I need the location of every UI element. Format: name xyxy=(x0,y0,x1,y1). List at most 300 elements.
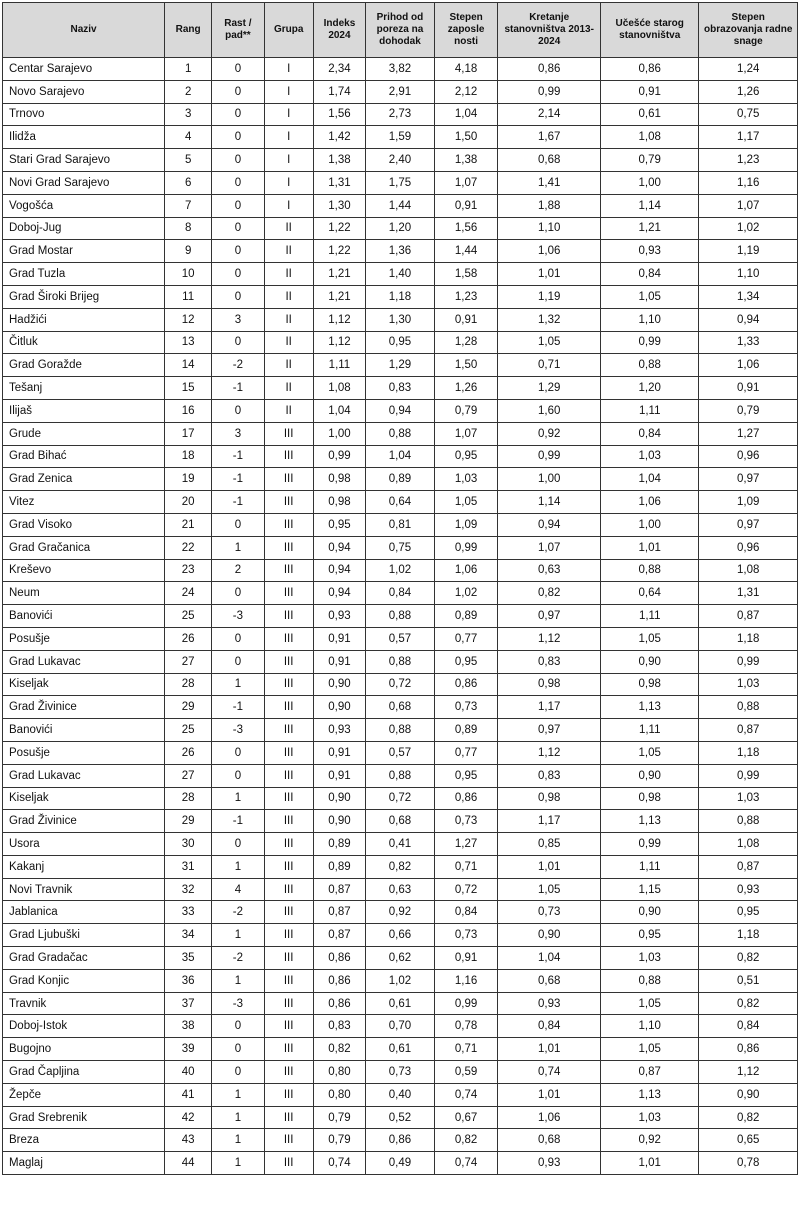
municipality-name-cell: Grude xyxy=(3,422,165,445)
table-cell: 1,05 xyxy=(434,491,498,514)
table-cell: III xyxy=(264,1061,313,1084)
table-cell: 2,73 xyxy=(366,103,435,126)
municipality-name-cell: Grad Široki Brijeg xyxy=(3,285,165,308)
table-cell: 0,84 xyxy=(600,263,698,286)
table-cell: -1 xyxy=(212,377,264,400)
table-cell: 1,10 xyxy=(600,1015,698,1038)
table-cell: 1,18 xyxy=(366,285,435,308)
table-cell: 20 xyxy=(165,491,212,514)
table-cell: 0,88 xyxy=(600,559,698,582)
table-cell: 1,05 xyxy=(498,878,601,901)
table-cell: II xyxy=(264,217,313,240)
table-cell: 0,82 xyxy=(313,1038,365,1061)
table-row xyxy=(3,1061,798,1084)
table-cell: 0,96 xyxy=(699,536,798,559)
table-cell: 0,87 xyxy=(699,855,798,878)
table-cell: III xyxy=(264,1152,313,1175)
table-cell: 29 xyxy=(165,810,212,833)
column-header: Indeks 2024 xyxy=(313,3,365,58)
table-cell: 1,12 xyxy=(498,627,601,650)
table-cell: 0,97 xyxy=(699,468,798,491)
table-cell: 2 xyxy=(212,559,264,582)
table-cell: 0,66 xyxy=(366,924,435,947)
table-row xyxy=(3,445,798,468)
table-cell: 4 xyxy=(212,878,264,901)
table-cell: 0,98 xyxy=(498,673,601,696)
table-cell: 1,13 xyxy=(600,810,698,833)
municipality-name-cell: Doboj-Jug xyxy=(3,217,165,240)
table-cell: 0,72 xyxy=(366,673,435,696)
table-cell: 0,88 xyxy=(600,354,698,377)
table-cell: 1,01 xyxy=(600,536,698,559)
table-cell: 0,98 xyxy=(600,787,698,810)
table-cell: -3 xyxy=(212,992,264,1015)
table-cell: 0,74 xyxy=(434,1083,498,1106)
table-row xyxy=(3,80,798,103)
table-cell: 0,82 xyxy=(366,855,435,878)
table-row xyxy=(3,627,798,650)
table-row xyxy=(3,217,798,240)
municipality-name-cell: Novi Travnik xyxy=(3,878,165,901)
table-cell: 0,94 xyxy=(313,536,365,559)
table-cell: 0,99 xyxy=(699,764,798,787)
table-cell: 0 xyxy=(212,1038,264,1061)
table-cell: 10 xyxy=(165,263,212,286)
table-cell: 0,68 xyxy=(498,149,601,172)
table-cell: 1,40 xyxy=(366,263,435,286)
table-cell: 0,89 xyxy=(434,719,498,742)
table-cell: 0 xyxy=(212,1061,264,1084)
table-cell: II xyxy=(264,285,313,308)
table-row xyxy=(3,1129,798,1152)
table-cell: 0,98 xyxy=(313,468,365,491)
table-cell: 1,09 xyxy=(434,513,498,536)
table-cell: -1 xyxy=(212,445,264,468)
municipality-name-cell: Grad Visoko xyxy=(3,513,165,536)
municipality-name-cell: Stari Grad Sarajevo xyxy=(3,149,165,172)
table-cell: 0 xyxy=(212,1015,264,1038)
table-cell: 0,86 xyxy=(434,673,498,696)
table-cell: 1,03 xyxy=(699,673,798,696)
table-cell: 0,74 xyxy=(313,1152,365,1175)
table-cell: 1,03 xyxy=(600,1106,698,1129)
table-cell: 1 xyxy=(212,673,264,696)
table-cell: 1,05 xyxy=(600,285,698,308)
table-cell: 0,74 xyxy=(498,1061,601,1084)
table-cell: 0,86 xyxy=(498,58,601,81)
table-cell: 1,03 xyxy=(434,468,498,491)
column-header: Naziv xyxy=(3,3,165,58)
table-cell: III xyxy=(264,1106,313,1129)
table-cell: 8 xyxy=(165,217,212,240)
table-row xyxy=(3,1083,798,1106)
table-cell: 16 xyxy=(165,399,212,422)
table-cell: 0,87 xyxy=(699,605,798,628)
table-cell: 0,68 xyxy=(366,696,435,719)
table-cell: 1,36 xyxy=(366,240,435,263)
table-cell: 0,86 xyxy=(313,947,365,970)
table-cell: 0,90 xyxy=(600,901,698,924)
table-cell: 0,99 xyxy=(434,536,498,559)
table-cell: 0,99 xyxy=(434,992,498,1015)
table-cell: 1,16 xyxy=(699,171,798,194)
table-row xyxy=(3,263,798,286)
table-cell: 0,97 xyxy=(699,513,798,536)
table-cell: 0 xyxy=(212,171,264,194)
table-cell: 31 xyxy=(165,855,212,878)
municipality-name-cell: Grad Ljubuški xyxy=(3,924,165,947)
table-cell: III xyxy=(264,969,313,992)
table-cell: 0,86 xyxy=(699,1038,798,1061)
table-cell: 1,08 xyxy=(600,126,698,149)
table-cell: III xyxy=(264,422,313,445)
table-cell: 1,01 xyxy=(498,1038,601,1061)
table-cell: 1,12 xyxy=(313,308,365,331)
table-cell: 27 xyxy=(165,650,212,673)
municipality-name-cell: Posušje xyxy=(3,741,165,764)
table-cell: 1 xyxy=(212,924,264,947)
table-cell: 0 xyxy=(212,741,264,764)
table-cell: 26 xyxy=(165,627,212,650)
table-cell: 1,11 xyxy=(600,605,698,628)
table-cell: 1,17 xyxy=(498,696,601,719)
table-cell: 0,75 xyxy=(366,536,435,559)
table-cell: 0 xyxy=(212,627,264,650)
table-cell: 3,82 xyxy=(366,58,435,81)
table-row xyxy=(3,969,798,992)
table-cell: 1,11 xyxy=(313,354,365,377)
table-cell: 1 xyxy=(212,1152,264,1175)
table-cell: III xyxy=(264,1083,313,1106)
table-cell: III xyxy=(264,878,313,901)
table-cell: 0,68 xyxy=(498,969,601,992)
table-cell: 0,91 xyxy=(434,194,498,217)
table-row xyxy=(3,331,798,354)
table-cell: 0,63 xyxy=(366,878,435,901)
table-cell: 0,73 xyxy=(498,901,601,924)
municipality-name-cell: Ilijaš xyxy=(3,399,165,422)
table-cell: 3 xyxy=(212,308,264,331)
table-cell: III xyxy=(264,559,313,582)
table-cell: 0,95 xyxy=(434,764,498,787)
table-cell: 0,97 xyxy=(498,719,601,742)
table-cell: 1,88 xyxy=(498,194,601,217)
table-cell: III xyxy=(264,901,313,924)
table-cell: 1,24 xyxy=(699,58,798,81)
table-cell: III xyxy=(264,696,313,719)
table-cell: 0,81 xyxy=(366,513,435,536)
ranking-table xyxy=(2,2,798,1175)
table-cell: 32 xyxy=(165,878,212,901)
table-cell: 0,49 xyxy=(366,1152,435,1175)
table-cell: 0,73 xyxy=(366,1061,435,1084)
table-cell: 0,73 xyxy=(434,696,498,719)
table-cell: 0,77 xyxy=(434,627,498,650)
table-cell: 0,91 xyxy=(313,741,365,764)
table-cell: 1,18 xyxy=(699,627,798,650)
table-cell: 19 xyxy=(165,468,212,491)
municipality-name-cell: Hadžići xyxy=(3,308,165,331)
table-cell: -3 xyxy=(212,719,264,742)
table-cell: 0,74 xyxy=(434,1152,498,1175)
table-cell: 0 xyxy=(212,582,264,605)
table-cell: 0,96 xyxy=(699,445,798,468)
table-cell: II xyxy=(264,377,313,400)
table-row xyxy=(3,741,798,764)
table-cell: 9 xyxy=(165,240,212,263)
municipality-name-cell: Posušje xyxy=(3,627,165,650)
table-cell: 0,90 xyxy=(600,764,698,787)
table-cell: 0,87 xyxy=(313,924,365,947)
table-cell: 0,83 xyxy=(313,1015,365,1038)
table-cell: 4 xyxy=(165,126,212,149)
table-cell: -1 xyxy=(212,810,264,833)
table-cell: 1,34 xyxy=(699,285,798,308)
table-cell: II xyxy=(264,399,313,422)
table-row xyxy=(3,673,798,696)
municipality-name-cell: Novi Grad Sarajevo xyxy=(3,171,165,194)
table-row xyxy=(3,559,798,582)
table-row xyxy=(3,149,798,172)
table-cell: 0,87 xyxy=(313,901,365,924)
table-cell: 0,90 xyxy=(498,924,601,947)
table-cell: 1,30 xyxy=(313,194,365,217)
table-cell: 1,21 xyxy=(313,263,365,286)
table-cell: 0,88 xyxy=(699,696,798,719)
table-row xyxy=(3,1152,798,1175)
municipality-name-cell: Grad Živinice xyxy=(3,810,165,833)
municipality-name-cell: Maglaj xyxy=(3,1152,165,1175)
table-cell: 0,95 xyxy=(366,331,435,354)
table-cell: 0,82 xyxy=(498,582,601,605)
table-row xyxy=(3,582,798,605)
table-row xyxy=(3,1015,798,1038)
table-cell: 0,84 xyxy=(600,422,698,445)
table-cell: 1,03 xyxy=(600,445,698,468)
table-cell: 0,64 xyxy=(600,582,698,605)
table-cell: -2 xyxy=(212,354,264,377)
table-cell: 1,01 xyxy=(498,263,601,286)
table-cell: 1,44 xyxy=(434,240,498,263)
table-row xyxy=(3,696,798,719)
table-cell: 1,56 xyxy=(313,103,365,126)
table-cell: 0,61 xyxy=(600,103,698,126)
table-cell: 1,38 xyxy=(434,149,498,172)
table-cell: 1,50 xyxy=(434,354,498,377)
column-header: Grupa xyxy=(264,3,313,58)
municipality-name-cell: Kiseljak xyxy=(3,787,165,810)
table-cell: 0,87 xyxy=(313,878,365,901)
table-cell: 0,94 xyxy=(498,513,601,536)
table-cell: 0,91 xyxy=(600,80,698,103)
municipality-name-cell: Kakanj xyxy=(3,855,165,878)
table-cell: III xyxy=(264,764,313,787)
table-cell: 0,80 xyxy=(313,1083,365,1106)
table-cell: I xyxy=(264,194,313,217)
table-body xyxy=(3,58,798,1175)
municipality-name-cell: Kreševo xyxy=(3,559,165,582)
municipality-name-cell: Vogošća xyxy=(3,194,165,217)
table-cell: 1,33 xyxy=(699,331,798,354)
table-cell: 0,79 xyxy=(313,1106,365,1129)
table-cell: 0,84 xyxy=(434,901,498,924)
table-cell: 1,11 xyxy=(600,719,698,742)
table-cell: 0,84 xyxy=(366,582,435,605)
municipality-name-cell: Ilidža xyxy=(3,126,165,149)
table-cell: -2 xyxy=(212,947,264,970)
table-cell: 1,10 xyxy=(600,308,698,331)
table-cell: -3 xyxy=(212,605,264,628)
table-cell: 0,90 xyxy=(313,810,365,833)
table-cell: 0 xyxy=(212,149,264,172)
table-cell: 39 xyxy=(165,1038,212,1061)
table-cell: 1 xyxy=(212,536,264,559)
table-cell: 0 xyxy=(212,513,264,536)
table-cell: 0,83 xyxy=(366,377,435,400)
table-row xyxy=(3,377,798,400)
table-cell: 1,10 xyxy=(498,217,601,240)
table-cell: 0,92 xyxy=(366,901,435,924)
table-cell: 1 xyxy=(165,58,212,81)
table-cell: 0,80 xyxy=(313,1061,365,1084)
table-cell: II xyxy=(264,240,313,263)
table-cell: 1,13 xyxy=(600,696,698,719)
table-cell: 1,21 xyxy=(600,217,698,240)
table-cell: 0,86 xyxy=(600,58,698,81)
table-cell: 0,91 xyxy=(434,947,498,970)
table-cell: 0,88 xyxy=(699,810,798,833)
table-cell: 0,90 xyxy=(600,650,698,673)
table-cell: 0,86 xyxy=(434,787,498,810)
table-cell: 1,21 xyxy=(313,285,365,308)
table-cell: -1 xyxy=(212,696,264,719)
table-cell: 1,22 xyxy=(313,240,365,263)
table-cell: III xyxy=(264,605,313,628)
table-cell: 1,74 xyxy=(313,80,365,103)
table-cell: 1,27 xyxy=(434,833,498,856)
table-cell: III xyxy=(264,673,313,696)
column-header: Učešće starog stanovništva xyxy=(600,3,698,58)
municipality-name-cell: Tešanj xyxy=(3,377,165,400)
table-cell: 1 xyxy=(212,969,264,992)
table-cell: III xyxy=(264,445,313,468)
table-cell: II xyxy=(264,308,313,331)
table-row xyxy=(3,399,798,422)
table-row xyxy=(3,810,798,833)
table-cell: III xyxy=(264,992,313,1015)
table-cell: 12 xyxy=(165,308,212,331)
table-cell: 2 xyxy=(165,80,212,103)
table-cell: 33 xyxy=(165,901,212,924)
table-cell: 0,79 xyxy=(434,399,498,422)
table-row xyxy=(3,878,798,901)
table-cell: I xyxy=(264,171,313,194)
table-cell: 0 xyxy=(212,650,264,673)
table-cell: 25 xyxy=(165,605,212,628)
table-cell: 1,06 xyxy=(699,354,798,377)
table-cell: III xyxy=(264,947,313,970)
table-cell: 0,87 xyxy=(600,1061,698,1084)
table-cell: 0 xyxy=(212,263,264,286)
table-row xyxy=(3,833,798,856)
table-cell: 1,20 xyxy=(366,217,435,240)
table-cell: 1,00 xyxy=(600,171,698,194)
table-cell: 1,23 xyxy=(699,149,798,172)
table-cell: 1,44 xyxy=(366,194,435,217)
table-cell: 3 xyxy=(165,103,212,126)
table-cell: 37 xyxy=(165,992,212,1015)
table-row xyxy=(3,855,798,878)
table-row xyxy=(3,1038,798,1061)
table-cell: 40 xyxy=(165,1061,212,1084)
table-cell: 0,73 xyxy=(434,924,498,947)
table-row xyxy=(3,901,798,924)
table-cell: 14 xyxy=(165,354,212,377)
table-cell: III xyxy=(264,787,313,810)
table-cell: III xyxy=(264,1129,313,1152)
table-cell: 1,58 xyxy=(434,263,498,286)
municipality-name-cell: Grad Konjic xyxy=(3,969,165,992)
table-cell: 0,88 xyxy=(366,719,435,742)
table-cell: -2 xyxy=(212,901,264,924)
column-header: Prihod od poreza na dohodak xyxy=(366,3,435,58)
table-cell: 0,68 xyxy=(366,810,435,833)
table-cell: 0,91 xyxy=(313,764,365,787)
table-cell: 1 xyxy=(212,1106,264,1129)
municipality-name-cell: Banovići xyxy=(3,605,165,628)
table-cell: 0,79 xyxy=(699,399,798,422)
table-cell: 0,89 xyxy=(313,855,365,878)
table-cell: 1,14 xyxy=(498,491,601,514)
municipality-name-cell: Vitez xyxy=(3,491,165,514)
table-cell: 0,90 xyxy=(313,673,365,696)
header-row xyxy=(3,3,798,58)
table-cell: 0,95 xyxy=(699,901,798,924)
table-cell: 0,90 xyxy=(313,696,365,719)
table-cell: 0,99 xyxy=(313,445,365,468)
table-cell: 43 xyxy=(165,1129,212,1152)
table-cell: III xyxy=(264,810,313,833)
table-cell: 0,71 xyxy=(434,855,498,878)
table-cell: 0,84 xyxy=(699,1015,798,1038)
table-cell: 1,08 xyxy=(699,559,798,582)
column-header: Rast / pad** xyxy=(212,3,264,58)
column-header: Kretanje stanovništva 2013-2024 xyxy=(498,3,601,58)
table-cell: 0,67 xyxy=(434,1106,498,1129)
table-cell: 41 xyxy=(165,1083,212,1106)
table-cell: 0,82 xyxy=(699,947,798,970)
table-cell: 1,04 xyxy=(600,468,698,491)
table-cell: 2,14 xyxy=(498,103,601,126)
table-cell: 1,14 xyxy=(600,194,698,217)
table-cell: 1 xyxy=(212,855,264,878)
table-cell: 1,28 xyxy=(434,331,498,354)
table-row xyxy=(3,513,798,536)
table-cell: 0,93 xyxy=(600,240,698,263)
table-cell: 0 xyxy=(212,833,264,856)
table-cell: 0,71 xyxy=(434,1038,498,1061)
table-cell: 1,22 xyxy=(313,217,365,240)
table-row xyxy=(3,240,798,263)
table-cell: III xyxy=(264,582,313,605)
table-cell: 1,23 xyxy=(434,285,498,308)
table-cell: 1,26 xyxy=(699,80,798,103)
table-cell: 1,17 xyxy=(699,126,798,149)
table-cell: 0 xyxy=(212,103,264,126)
table-cell: 21 xyxy=(165,513,212,536)
municipality-name-cell: Grad Čapljina xyxy=(3,1061,165,1084)
table-cell: 1,00 xyxy=(600,513,698,536)
